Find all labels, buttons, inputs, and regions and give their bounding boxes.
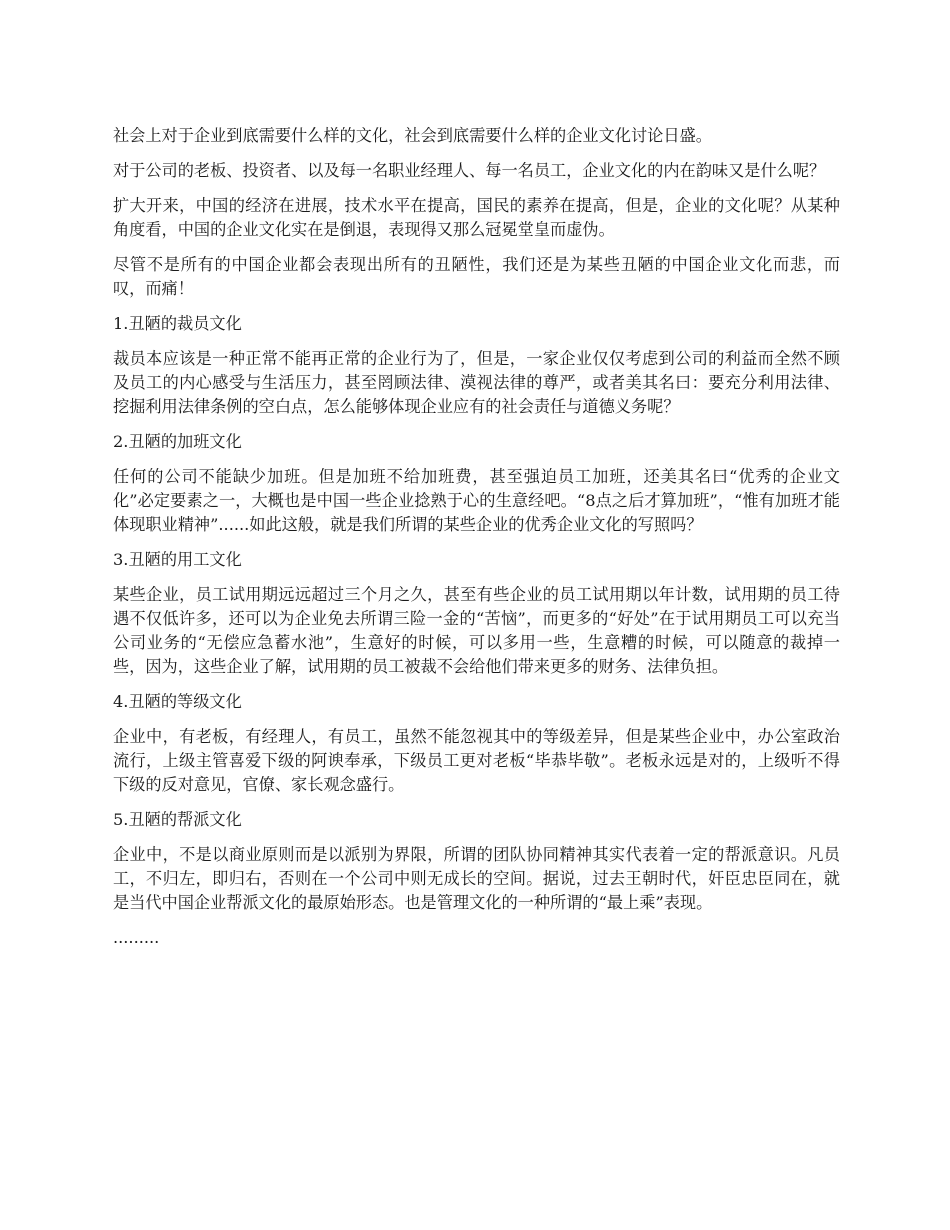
section-heading-faction: 5.丑陋的帮派文化: [113, 810, 242, 829]
intro-paragraph-1: 社会上对于企业到底需要什么样的文化，社会到底需要什么样的企业文化讨论日盛。: [113, 126, 712, 145]
section-body-faction: 企业中，不是以商业原则而是以派别为界限，所谓的团队协同精神其实代表着一定的帮派意识。凡员工，不归左，即归右，否则在一个公司中则无成长的空间。据说，过去王朝时代，奸臣忠臣同在，就是当代中国企业帮派文化的最原始形态。也是管理文化的一种所谓的“最上乘”表现。: [113, 845, 840, 912]
section-heading-employment: 3.丑陋的用工文化: [113, 550, 242, 569]
intro-paragraph-2: 对于公司的老板、投资者、以及每一名职业经理人、每一名员工，企业文化的内在韵味又是什么呢？: [113, 161, 826, 180]
section-heading-overtime: 2.丑陋的加班文化: [113, 432, 242, 451]
closing-ellipsis: .........: [113, 928, 160, 947]
section-body-hierarchy: 企业中，有老板，有经理人，有员工，虽然不能忽视其中的等级差异，但是某些企业中，办公室政治流行，上级主管喜爱下级的阿谀奉承，下级员工更对老板“毕恭毕敬”。老板永远是对的，上级听不得下级的反对意见，官僚、家长观念盛行。: [113, 727, 840, 794]
section-body-overtime: 任何的公司不能缺少加班。但是加班不给加班费，甚至强迫员工加班，还美其名曰“优秀的企业文化”必定要素之一，大概也是中国一些企业捻熟于心的生意经吧。“8点之后才算加班”，“惟有加班才能体现职业精神”......如此这般，就是我们所谓的某些企业的优秀企业文化的写照吗？: [113, 467, 840, 534]
document-page: [113, 124, 840, 950]
section-body-employment: 某些企业，员工试用期远远超过三个月之久，甚至有些企业的员工试用期以年计数，试用期的员工待遇不仅低许多，还可以为企业免去所谓三险一金的“苦恼”，而更多的“好处”在于试用期员工可以充当公司业务的“无偿应急蓄水池”，生意好的时候，可以多用一些，生意糟的时候，可以随意的裁掉一些，因为，这些企业了解，试用期的员工被裁不会给他们带来更多的财务、法律负担。: [113, 585, 840, 676]
section-body-layoff: 裁员本应该是一种正常不能再正常的企业行为了，但是，一家企业仅仅考虑到公司的利益而全然不顾及员工的内心感受与生活压力，甚至罔顾法律、漠视法律的尊严，或者美其名曰：要充分利用法律、挖掘利用法律条例的空白点，怎么能够体现企业应有的社会责任与道德义务呢？: [113, 349, 840, 416]
intro-paragraph-4: 尽管不是所有的中国企业都会表现出所有的丑陋性，我们还是为某些丑陋的中国企业文化而悲，而叹，而痛！: [113, 255, 840, 298]
section-heading-layoff: 1.丑陋的裁员文化: [113, 314, 242, 333]
intro-paragraph-3: 扩大开来，中国的经济在进展，技术水平在提高，国民的素养在提高，但是，企业的文化呢？从某种角度看，中国的企业文化实在是倒退，表现得又那么冠冕堂皇而虚伪。: [113, 196, 840, 239]
section-heading-hierarchy: 4.丑陋的等级文化: [113, 692, 242, 711]
